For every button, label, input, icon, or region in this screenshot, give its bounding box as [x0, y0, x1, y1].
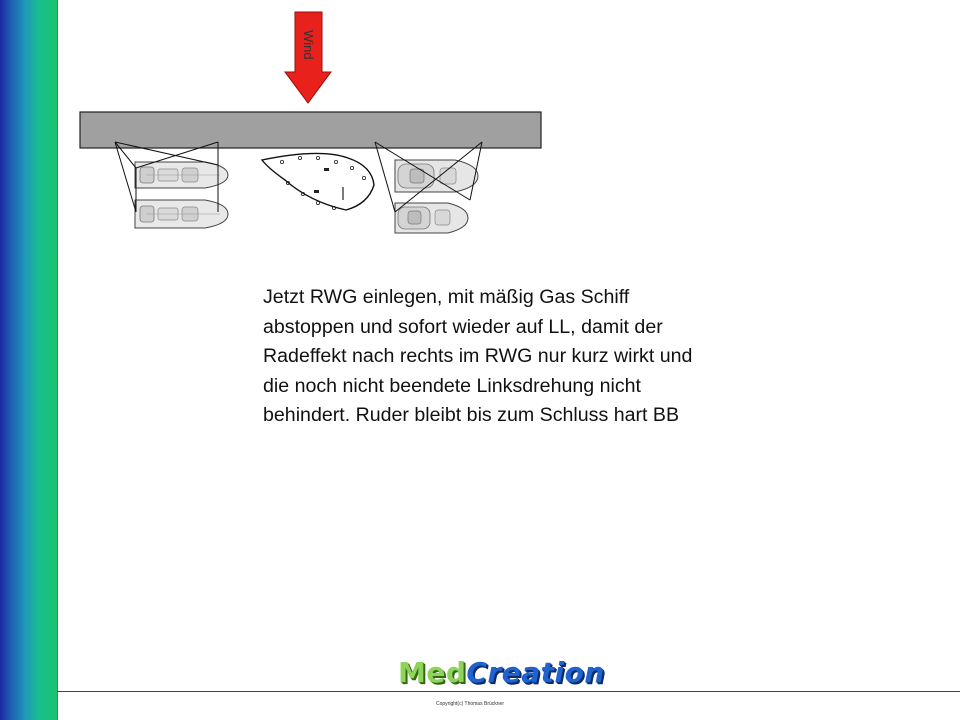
copyright-text: Copyright(c) Thomas Brückner: [436, 701, 504, 707]
medcreation-logo: [398, 656, 605, 689]
logo-text-creation: Creation: [466, 656, 605, 689]
boat-pair-left: [115, 142, 228, 228]
moored-boat-left-lower: [135, 200, 228, 228]
boat-pair-right: [375, 142, 482, 233]
moored-boat-right-lower: [395, 203, 468, 233]
wind-arrow-icon: [285, 12, 331, 103]
pier: [80, 112, 541, 148]
footer-divider: [57, 691, 960, 692]
logo-text-med: Med: [398, 656, 467, 689]
maneuvering-boat: [262, 153, 374, 210]
wind-label: Wind: [301, 30, 316, 60]
moored-boat-right-upper: [395, 160, 478, 192]
moored-boat-left-upper: [135, 162, 228, 188]
instruction-text: Jetzt RWG einlegen, mit mäßig Gas Schiff abstoppen und sofort wieder auf LL, damit der Radeffekt nach rechts im RWG nur kurz wirkt und die noch nicht beendete Linksdrehung nicht behindert. Ruder bleibt bis zum Schluss hart BB: [263, 286, 693, 426]
